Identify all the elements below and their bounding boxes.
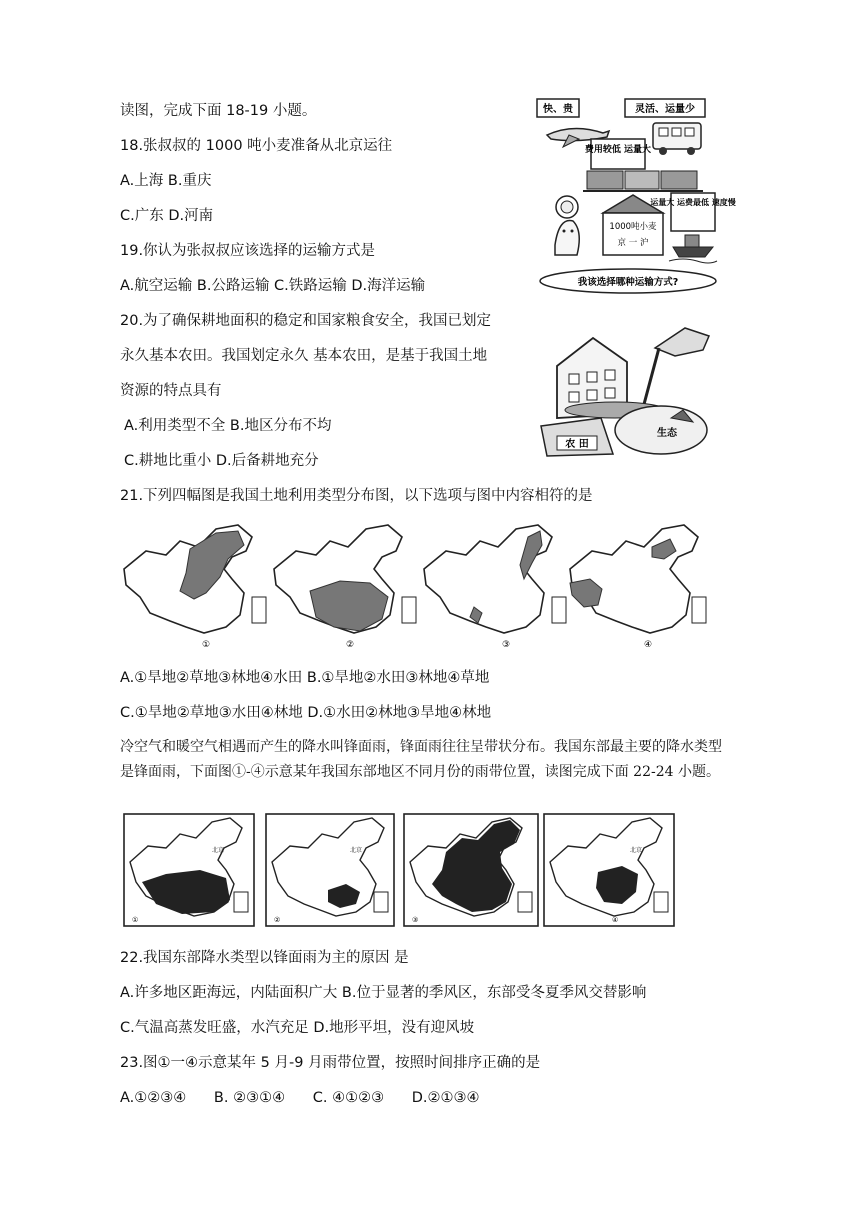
land-map-2 — [274, 525, 416, 650]
land-map-1 — [124, 525, 266, 650]
rain-map-city-4: 北京 — [630, 847, 643, 854]
rain-map-label-3: ③ — [412, 916, 419, 924]
rain-map-label-4: ④ — [612, 916, 619, 924]
q22-stem: 22.我国东部降水类型以锋面雨为主的原因 是 — [120, 950, 409, 966]
q18-options-1: A.上海 B.重庆 — [120, 173, 212, 189]
rain-belt-maps — [122, 812, 674, 934]
eco-label: 生态 — [657, 428, 677, 439]
rail-label: 费用较低 运量大 — [584, 145, 652, 155]
person-icon — [555, 196, 579, 255]
farmland-cartoon — [535, 318, 713, 458]
rain-map-4 — [544, 814, 674, 926]
land-use-maps — [120, 515, 712, 655]
land-map-label-2: ② — [345, 640, 355, 650]
fast-label: 快、贵 — [543, 104, 573, 115]
q23-options: A.①②③④ B. ②③①④ C. ④①②③ D.②①③④ — [120, 1090, 480, 1106]
land-map-label-3: ③ — [501, 640, 511, 650]
q20-options-2: C.耕地比重小 D.后备耕地充分 — [124, 453, 319, 469]
q20-stem-2: 永久基本农田。我国划定永久 基本农田，是基于我国土地 — [120, 348, 488, 364]
q21-options-2: C.①旱地②草地③水田④林地 D.①水田②林地③旱地④林地 — [120, 705, 492, 721]
q22-options-2: C.气温高蒸发旺盛，水汽充足 D.地形平坦，没有迎风坡 — [120, 1020, 475, 1036]
q20-stem-3: 资源的特点具有 — [120, 383, 222, 399]
rain-map-1 — [124, 814, 254, 926]
ship-label: 运量大 运费最低 速度慢 — [650, 198, 736, 207]
q20-options-1: A.利用类型不全 B.地区分布不均 — [124, 418, 332, 434]
q20-stem-1: 20.为了确保耕地面积的稳定和国家粮食安全，我国已划定 — [120, 313, 492, 329]
route-label: 京 一 沪 — [617, 238, 649, 248]
q19-options: A.航空运输 B.公路运输 C.铁路运输 D.海洋运输 — [120, 278, 426, 294]
rain-map-city-2: 北京 — [350, 847, 363, 854]
passage-text: 冷空气和暖空气相遇而产生的降水叫锋面雨，锋面雨往往呈带状分布。我国东部最主要的降水类型是锋面雨，下面图①-④示意某年我国东部地区不同月份的雨带位置，读图完成下面 22-24 小题。 — [120, 739, 722, 780]
cargo-label: 1000吨小麦 — [609, 222, 657, 232]
q19-stem: 19.你认为张叔叔应该选择的运输方式是 — [120, 243, 376, 259]
truck-icon — [653, 123, 701, 155]
hand-pen-icon — [643, 328, 709, 408]
ship-icon — [669, 235, 717, 263]
q21-stem: 21.下列四幅图是我国土地利用类型分布图，以下选项与图中内容相符的是 — [120, 488, 593, 504]
q22-options-1: A.许多地区距海远，内陆面积广大 B.位于显著的季风区，东部受冬夏季风交替影响 — [120, 985, 647, 1001]
field-label: 农 田 — [565, 439, 589, 450]
q18-stem: 18.张叔叔的 1000 吨小麦准备从北京运往 — [120, 138, 393, 154]
question-bubble: 我该选择哪种运输方式? — [577, 277, 679, 288]
rain-map-label-2: ② — [274, 916, 281, 924]
intro-text: 读图，完成下面 18-19 小题。 — [120, 103, 317, 119]
transport-cartoon — [533, 95, 736, 295]
land-map-label-4: ④ — [643, 640, 653, 650]
flexible-label: 灵活、运量少 — [635, 104, 695, 115]
land-map-4 — [570, 525, 706, 650]
q21-options-1: A.①旱地②草地③林地④水田 B.①旱地②水田③林地④草地 — [120, 670, 490, 686]
rain-map-label-1: ① — [132, 916, 139, 924]
q18-options-2: C.广东 D.河南 — [120, 208, 214, 224]
rain-map-2 — [266, 814, 394, 926]
land-map-3 — [424, 525, 566, 650]
train-icon — [583, 171, 703, 191]
rain-map-3 — [404, 814, 538, 926]
rain-map-city-1: 北京 — [212, 847, 225, 854]
land-map-label-1: ① — [201, 640, 211, 650]
q23-stem: 23.图①一④示意某年 5 月-9 月雨带位置，按照时间排序正确的是 — [120, 1055, 541, 1071]
